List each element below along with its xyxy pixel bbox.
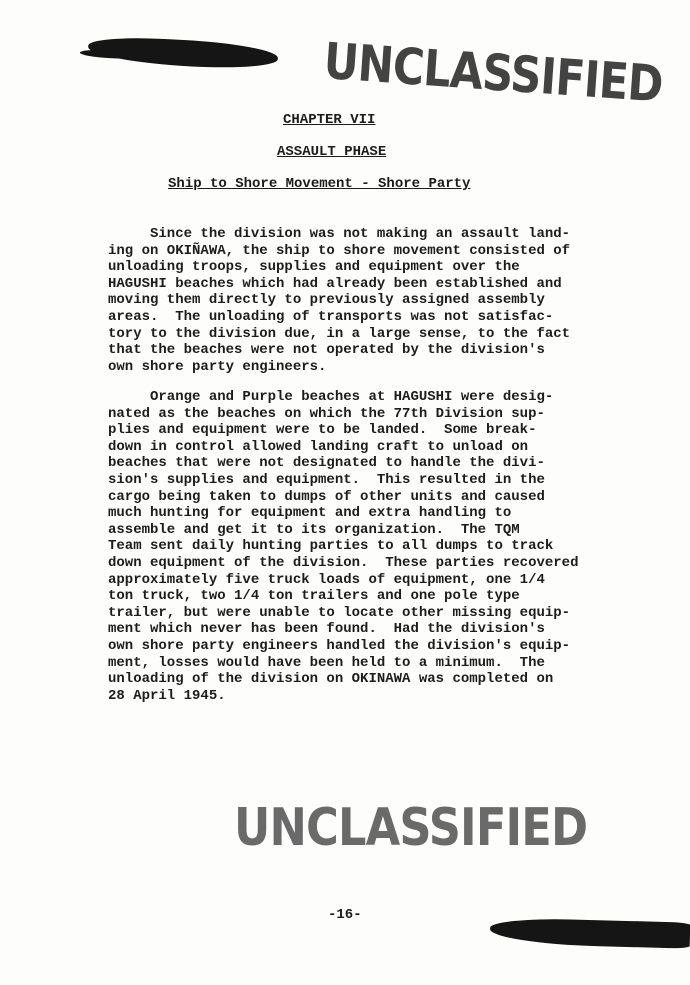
paragraph-line: ment which never has been found. Had the division's xyxy=(108,621,545,638)
paragraph-line: trailer, but were unable to locate other missing equip- xyxy=(108,604,571,621)
paragraph-2 xyxy=(108,389,648,704)
paragraph-line: down in control allowed landing craft to unload on xyxy=(108,438,529,455)
paragraph-1 xyxy=(108,226,648,375)
paragraph-line: nated as the beaches on which the 77th Division sup- xyxy=(108,405,545,422)
page-number: -16- xyxy=(328,907,362,923)
paragraph-line: ton truck, two 1/4 ton trailers and one pole type xyxy=(108,588,520,605)
unclassified-stamp-top: UNCLASSIFIED xyxy=(321,32,665,114)
paragraph-line: ing on OKIÑAWA, the ship to shore movement consisted of xyxy=(108,242,571,259)
paragraph-line: own shore party engineers handled the division's equip- xyxy=(108,637,571,654)
paragraph-line: assemble and get it to its organization. The TQM xyxy=(108,521,520,538)
paragraph-line: sion's supplies and equipment. This resulted in the xyxy=(108,471,545,488)
paragraph-line: Orange and Purple beaches at HAGUSHI were desig- xyxy=(108,389,554,405)
paragraph-line: 28 April 1945. xyxy=(108,687,226,704)
paragraph-line: HAGUSHI beaches which had already been established and xyxy=(108,275,562,292)
paragraph-line: approximately five truck loads of equipment, one 1/4 xyxy=(108,571,545,588)
paragraph-line: down equipment of the division. These parties recovered xyxy=(108,554,579,571)
paragraph-line: Since the division was not making an assault land- xyxy=(108,226,571,242)
unclassified-stamp-bottom: UNCLASSIFIED xyxy=(234,798,588,858)
paragraph-line: ment, losses would have been held to a minimum. The xyxy=(108,654,545,671)
paragraph-line: that the beaches were not operated by the division's xyxy=(108,342,545,359)
paragraph-line: beaches that were not designated to handle the divi- xyxy=(108,455,545,472)
paragraph-line: unloading of the division on OKINAWA was completed on xyxy=(108,671,554,688)
redaction-mark-bottom xyxy=(490,917,690,948)
paragraph-line: cargo being taken to dumps of other units and caused xyxy=(108,488,545,505)
paragraph-line: Team sent daily hunting parties to all dumps to track xyxy=(108,538,554,555)
paragraph-line: areas. The unloading of transports was not satisfac- xyxy=(108,308,554,325)
paragraph-line: moving them directly to previously assigned assembly xyxy=(108,292,545,309)
paragraph-line: much hunting for equipment and extra handling to xyxy=(108,505,512,522)
phase-heading: ASSAULT PHASE xyxy=(277,144,387,160)
paragraph-line: own shore party engineers. xyxy=(108,358,327,375)
paragraph-line: unloading troops, supplies and equipment over the xyxy=(108,259,520,276)
chapter-heading: CHAPTER VII xyxy=(283,112,376,128)
paragraph-line: tory to the division due, in a large sense, to the fact xyxy=(108,325,571,342)
section-subheading: Ship to Shore Movement - Shore Party xyxy=(168,176,471,192)
paragraph-line: plies and equipment were to be landed. Some break- xyxy=(108,422,537,439)
redaction-mark-top xyxy=(87,35,278,71)
